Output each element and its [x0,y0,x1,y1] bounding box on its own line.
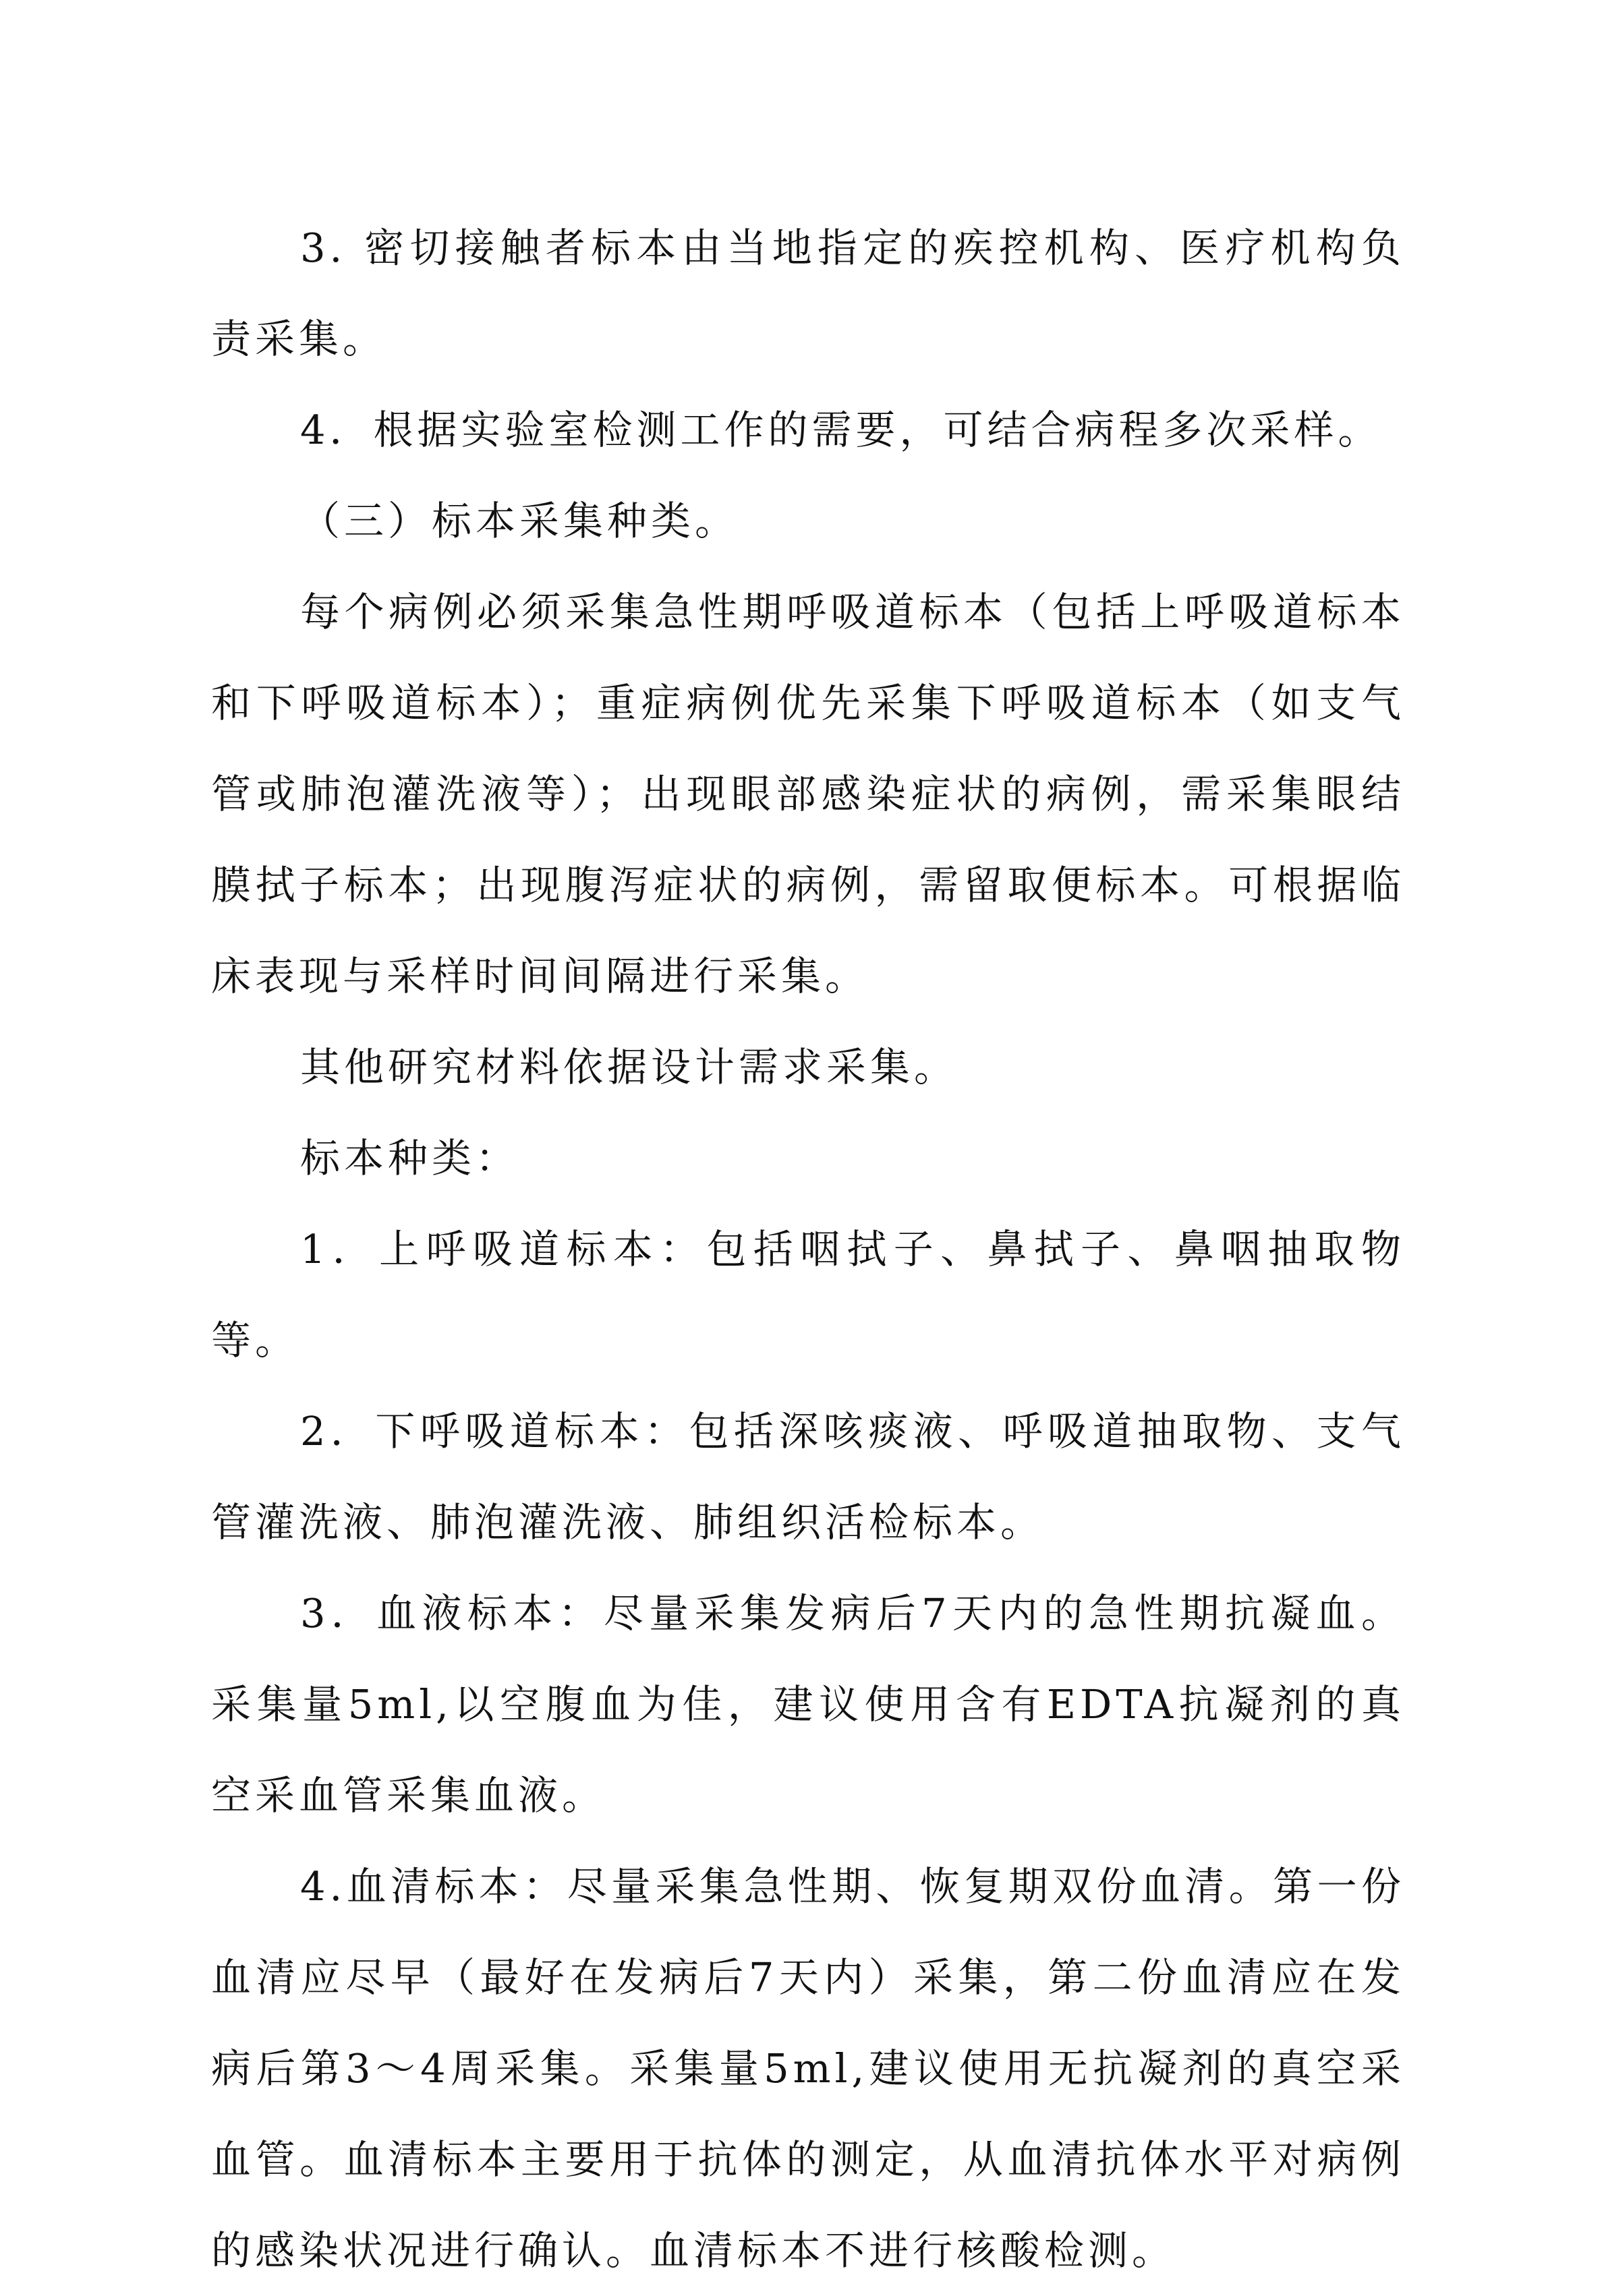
list-item-lower-respiratory: 2．下呼吸道标本：包括深咳痰液、呼吸道抽取物、支气管灌洗液、肺泡灌洗液、肺组织活检标本。 [211,1408,1405,1546]
paragraph-acute-respiratory: 每个病例必须采集急性期呼吸道标本（包括上呼吸道标本和下呼吸道标本）；重症病例优先采集下呼吸道标本（如支气管或肺泡灌洗液等）；出现眼部感染症状的病例，需采集眼结膜拭子标本；出现腹泻症状的病例，需留取便标本。可根据临床表现与采样时间间隔进行采集。 [211,589,1405,999]
document-body [211,202,1405,2296]
paragraph-specimen-types-label: 标本种类： [300,1135,520,1181]
list-item-close-contacts: 3. 密切接触者标本由当地指定的疾控机构、医疗机构负责采集。 [211,225,1405,362]
paragraph-other-materials: 其他研究材料依据设计需求采集。 [300,1044,958,1090]
list-item-blood-specimen: 3．血液标本：尽量采集发病后7天内的急性期抗凝血。采集量5ml,以空腹血为佳，建议使用含有EDTA抗凝剂的真空采血管采集血液。 [211,1590,1405,1819]
section-heading: （三）标本采集种类。 [300,498,739,544]
list-item-serum-specimen: 4.血清标本：尽量采集急性期、恢复期双份血清。第一份血清应尽早（最好在发病后7天内）采集，第二份血清应在发病后第3～4周采集。采集量5ml,建议使用无抗凝剂的真空采血管。血清标本主要用于抗体的测定，从血清抗体水平对病例的感染状况进行确认。血清标本不进行核酸检测。 [211,1863,1405,2274]
list-item-multiple-sampling: 4．根据实验室检测工作的需要，可结合病程多次采样。 [300,407,1382,453]
list-item-upper-respiratory: 1．上呼吸道标本：包括咽拭子、鼻拭子、鼻咽抽取物等。 [211,1226,1405,1363]
